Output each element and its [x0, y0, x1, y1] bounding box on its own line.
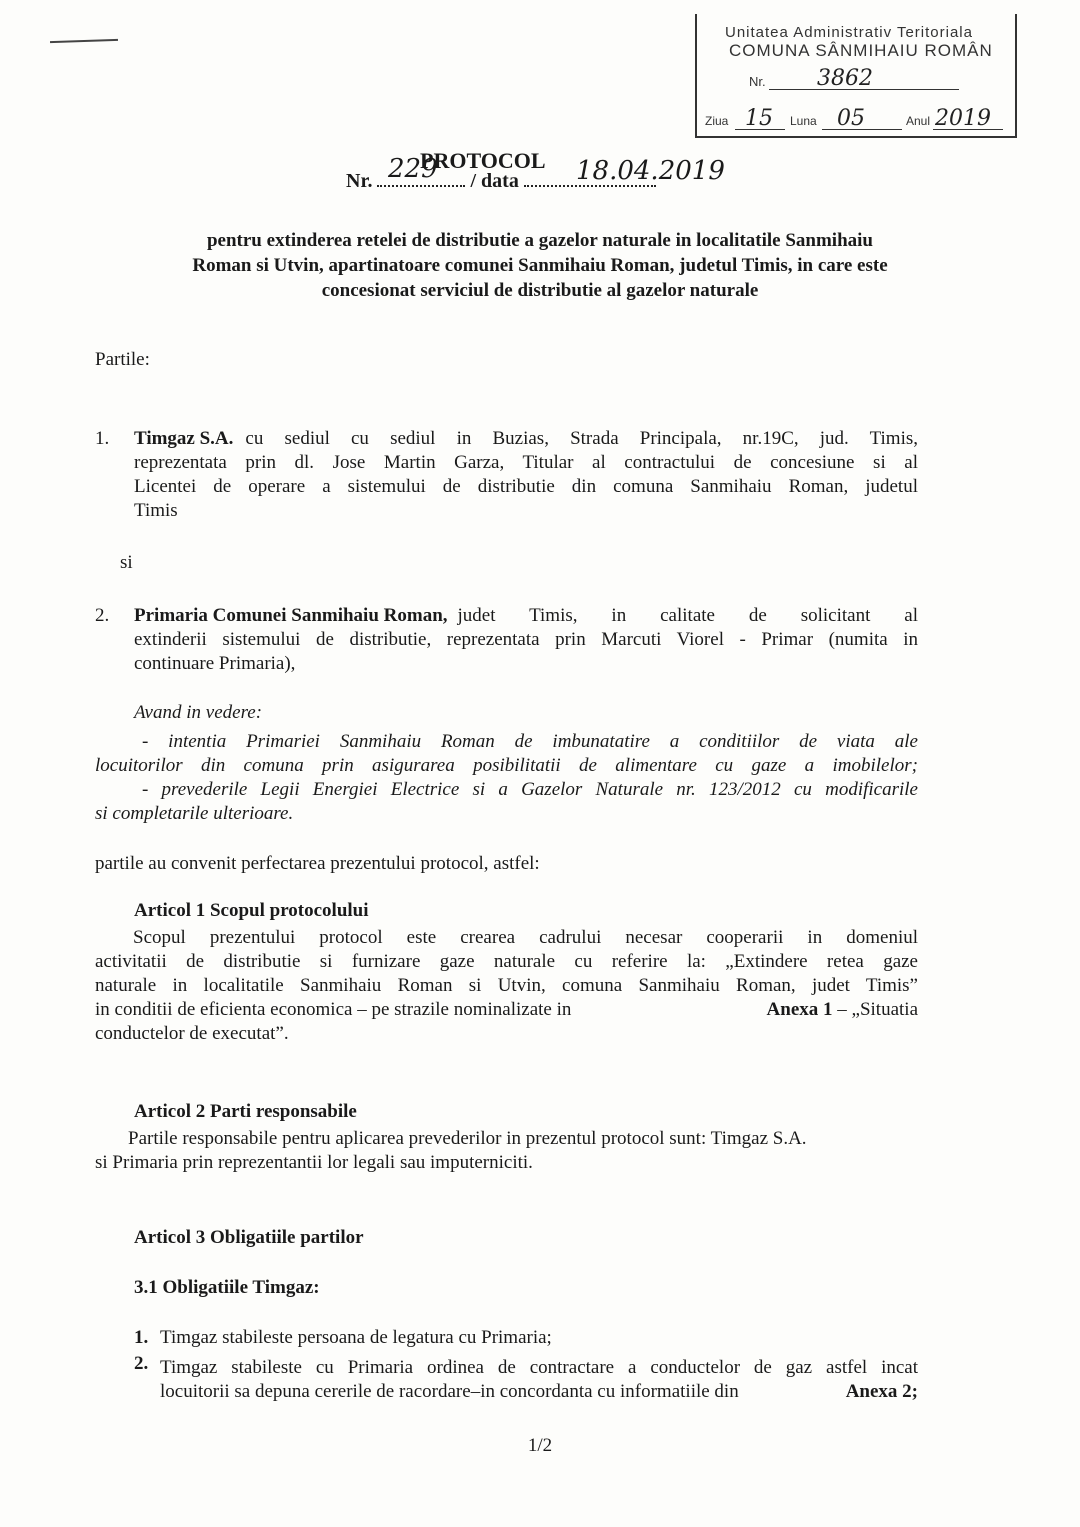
stamp-nr-value: 3862: [817, 66, 873, 91]
annex-1-reference: Anexa 1: [766, 999, 833, 1020]
stamp-luna-label: Luna: [790, 114, 817, 128]
stamp-ziua-label: Ziua: [705, 114, 729, 128]
article-1-text: naturale in localitatile Sanmihaiu Roman si Utvin, comuna Sanmihaiu Roman, judet Timis”: [95, 975, 918, 996]
stamp-anul-value: 2019: [935, 106, 991, 131]
article-1-text-part: in conditii de eficienta economica – pe strazile nominalizate in: [95, 999, 572, 1020]
article-2-text: si Primaria prin reprezentantii lor legali sau imputerniciti.: [95, 1152, 533, 1173]
party-2-text: continuare Primaria),: [134, 653, 296, 674]
item-2: [160, 1356, 918, 1404]
stamp-ziua-value: 15: [745, 106, 773, 131]
article-1-text-part: – „Situatia: [837, 999, 918, 1020]
article-1-text: Scopul prezentului protocol este crearea cadrului necesar cooperarii in domeniul: [133, 927, 918, 948]
article-1-text: activitatii de distributie si furnizare gaze naturale cu referire la: „Extindere retea gaze: [95, 951, 918, 972]
party-1-text: Timis: [134, 500, 178, 521]
party-1-text: Licentei de operare a sistemului de distributie din comuna Sanmihaiu Roman, judetul: [134, 476, 918, 497]
stamp-anul-label: Anul: [906, 114, 931, 128]
document-title: PROTOCOL: [420, 148, 546, 173]
party-1: [134, 427, 918, 523]
considerations-list: [95, 730, 918, 826]
item-2-number: 2.: [134, 1353, 149, 1374]
item-2-text-part: locuitorii sa depuna cererile de racordare–in concordanta cu informatiile din: [160, 1381, 739, 1402]
consideration-item: locuitorilor din comuna prin asigurarea posibilitatii de alimentare cu gaze a imobilelor;: [95, 755, 918, 776]
section-3-1-title: 3.1 Obligatiile Timgaz:: [134, 1277, 320, 1298]
item-2-text: Timgaz stabileste cu Primaria ordinea de contractare a conductelor de gaz astfel incat: [160, 1357, 918, 1378]
protocol-nr-label: Nr.: [346, 170, 373, 192]
consideration-item: - intentia Primariei Sanmihaiu Roman de imbunatatire a conditiilor de viata ale: [142, 731, 918, 752]
registration-stamp: [695, 14, 1017, 138]
protocol-date-value: 18.04.2019: [576, 156, 725, 186]
article-1-body: [95, 926, 918, 1046]
agreement-statement: partile au convenit perfectarea prezentului protocol, astfel:: [95, 853, 540, 874]
conjunction-si: si: [120, 552, 133, 573]
subtitle-line: Roman si Utvin, apartinatoare comunei Sanmihaiu Roman, judetul Timis, in care este: [192, 255, 888, 276]
scan-mark: [50, 39, 118, 43]
parties-label: Partile:: [95, 349, 150, 370]
stamp-institution: Unitatea Administrativ Teritoriala: [725, 24, 973, 41]
considerations-label: Avand in vedere:: [134, 702, 263, 723]
protocol-data-label: / data: [470, 170, 519, 192]
stamp-commune: COMUNA SÂNMIHAIU ROMÂN: [729, 41, 993, 60]
article-2-title: Articol 2 Parti responsabile: [134, 1101, 357, 1122]
party-1-name: Timgaz S.A.: [134, 428, 234, 449]
stamp-luna-value: 05: [837, 106, 865, 131]
party-2-name: Primaria Comunei Sanmihaiu Roman,: [134, 605, 448, 626]
page-number: 1/2: [527, 1435, 553, 1456]
consideration-item: - prevederile Legii Energiei Electrice si a Gazelor Naturale nr. 123/2012 cu modificarile: [142, 779, 918, 800]
article-1-text: conductelor de executat”.: [95, 1023, 289, 1044]
subtitle-line: pentru extinderea retelei de distributie a gazelor naturale in localitatile Sanmihaiu: [206, 230, 873, 251]
party-2-text: judet Timis, in calitate de solicitant al: [457, 605, 918, 626]
annex-2-reference: Anexa 2;: [845, 1381, 918, 1402]
consideration-item: si completarile ulterioare.: [95, 803, 294, 824]
article-2-body: [95, 1127, 918, 1175]
article-3-title: Articol 3 Obligatiile partilor: [134, 1227, 364, 1248]
item-1-text: Timgaz stabileste persoana de legatura cu Primaria;: [160, 1327, 552, 1348]
article-1-title: Articol 1 Scopul protocolului: [134, 900, 369, 921]
item-2-text: [160, 1380, 918, 1404]
party-1-number: 1.: [95, 428, 110, 449]
subtitle-line: concesionat serviciul de distributie al gazelor naturale: [321, 280, 759, 301]
protocol-nr-value: 229: [388, 154, 438, 184]
item-1-number: 1.: [134, 1327, 149, 1348]
party-1-text: reprezentata prin dl. Jose Martin Garza, Titular al contractului de concesiune si al: [134, 452, 918, 473]
stamp-nr-label: Nr.: [749, 74, 766, 89]
document-subtitle: [100, 228, 980, 303]
party-2: [134, 604, 918, 676]
party-1-text: cu sediul cu sediul in Buzias, Strada Principala, nr.19C, jud. Timis,: [245, 428, 918, 449]
party-2-number: 2.: [95, 605, 110, 626]
article-2-text: Partile responsabile pentru aplicarea prevederilor in prezentul protocol sunt: Timgaz S.A.: [128, 1128, 807, 1149]
party-2-text: extinderii sistemului de distributie, reprezentata prin Marcuti Viorel - Primar (numita in: [134, 629, 918, 650]
article-1-text: [95, 998, 918, 1022]
